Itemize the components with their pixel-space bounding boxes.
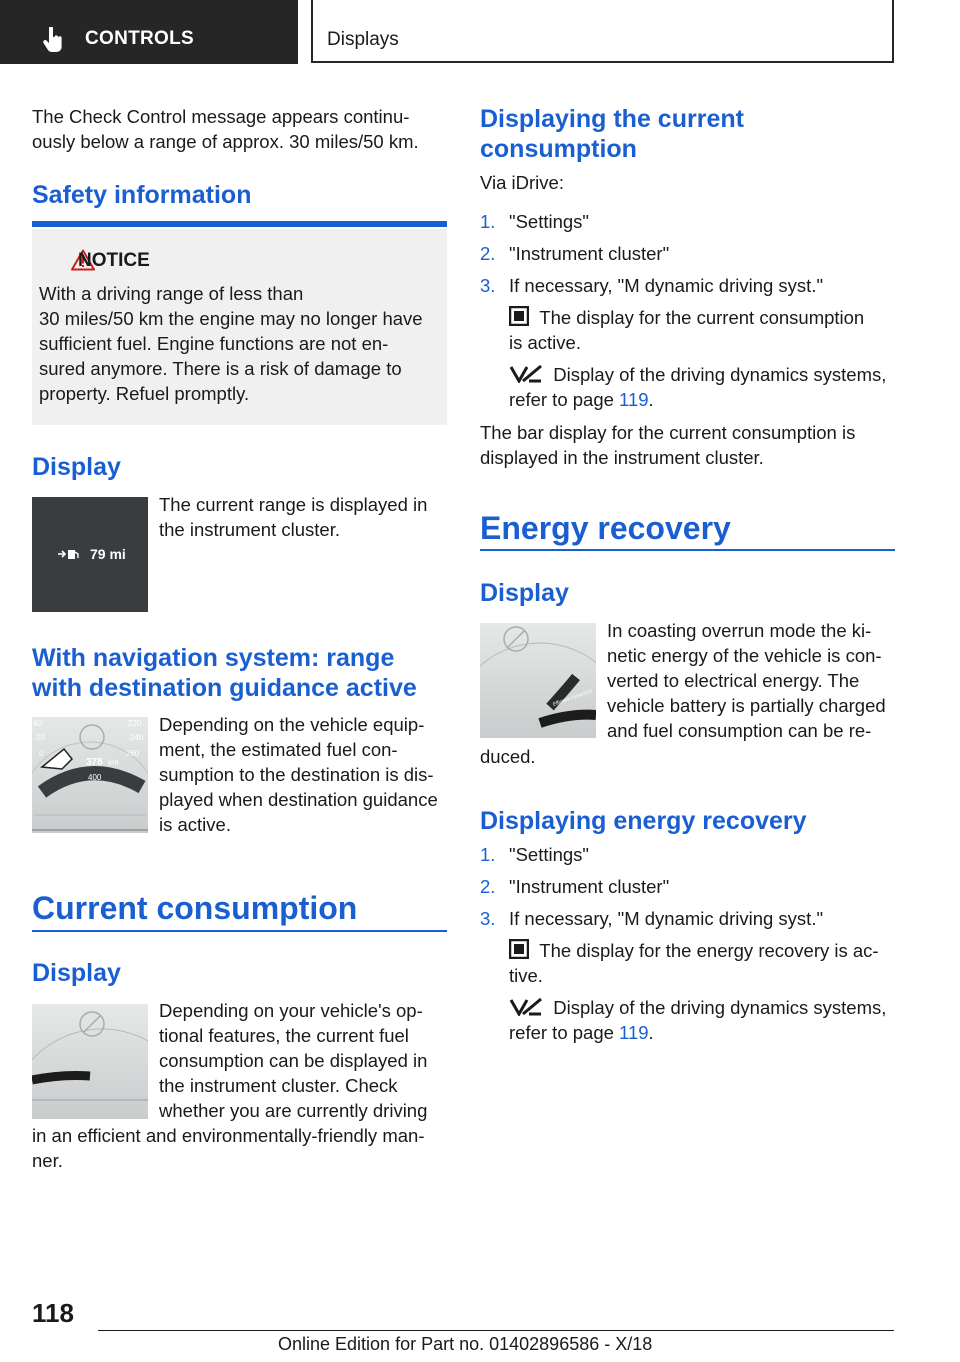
gauge-tick: 240 — [130, 733, 144, 742]
driving-dynamics-icon — [509, 996, 543, 1016]
consumption-heading: Current consumption — [32, 890, 358, 926]
displaying-energy-heading: Displaying energy recovery — [480, 807, 807, 835]
text-line: tional features, the current fuel — [159, 1025, 409, 1046]
text-line: duced. — [480, 746, 536, 767]
intro-text — [32, 104, 452, 154]
checkbox-checked-icon — [509, 306, 529, 326]
hand-pointer-icon — [42, 27, 64, 53]
sub-item-consumption — [509, 305, 899, 355]
text-line: sumption to the destination is dis- — [159, 764, 434, 785]
text-line: With a driving range of less than — [39, 283, 304, 304]
range-display-image — [32, 497, 148, 612]
range-readout: 79 mi — [90, 546, 126, 562]
text-line: verted to electrical energy. The — [607, 670, 860, 691]
text-line: whether you are currently driving — [159, 1100, 428, 1121]
gauge-tick: 20 — [36, 733, 45, 742]
safety-heading: Safety information — [32, 181, 252, 209]
energy-text-wrap — [607, 618, 899, 743]
nav-distance: 378 — [86, 757, 103, 768]
section-tab[interactable] — [0, 0, 298, 64]
step-text[interactable]: If necessary, "M dynamic driving syst." — [509, 275, 824, 296]
gauge-graphic — [480, 623, 596, 738]
text-line: sufficient fuel. Engine functions are not en- — [39, 333, 389, 354]
footer-rule — [98, 1330, 894, 1331]
edition-note: Online Edition for Part no. 01402896586 - X/18 — [278, 1334, 653, 1354]
text-line: The display for the energy recovery is ac- — [539, 940, 879, 961]
gauge-tick: 0 — [39, 749, 44, 758]
text-line: tive. — [509, 965, 543, 986]
heading-rule — [32, 221, 447, 227]
text-line: The bar display for the current consumption is — [480, 422, 856, 443]
step-number: 2. — [480, 243, 496, 264]
page-number: 118 — [32, 1298, 74, 1328]
text-line: Display of the driving dynamics systems, — [553, 997, 887, 1018]
steps-list-2 — [480, 842, 900, 932]
consumption-display-heading: Display — [32, 959, 121, 987]
text-line: the instrument cluster. Check — [159, 1075, 398, 1096]
notice-title: NOTICE — [78, 250, 150, 271]
text-line: property. Refuel promptly. — [39, 383, 250, 404]
text-line: sured anymore. There is a risk of damage to — [39, 358, 402, 379]
text-line: netic energy of the vehicle is con- — [607, 645, 882, 666]
step-text[interactable]: "Settings" — [509, 211, 589, 232]
step-number: 3. — [480, 275, 496, 296]
text-line: Depending on your vehicle's op- — [159, 1000, 423, 1021]
sub-item-driving-dynamics-2: Display of the driving dynamics systems, refer to page 119. — [509, 997, 887, 1043]
energy-recovery-heading: Energy recovery — [480, 510, 731, 546]
consumption-text-tail — [32, 1123, 452, 1173]
via-idrive: Via iDrive: — [480, 172, 564, 193]
text-line: the instrument cluster. — [159, 519, 340, 540]
text-line: 30 miles/50 km the engine may no longer have — [39, 308, 423, 329]
nav-heading — [32, 643, 417, 703]
text-line: The display for the current consumption — [539, 307, 865, 328]
display-text — [159, 492, 449, 542]
efficient-dynamics-label: Efficient Dynamics — [552, 688, 593, 708]
text-line: ment, the estimated fuel con- — [159, 739, 398, 760]
driving-dynamics-icon — [509, 363, 543, 383]
step-number: 2. — [480, 876, 496, 897]
gauge-graphic — [32, 1004, 148, 1119]
text-line: and fuel consumption can be re- — [607, 720, 872, 741]
step-text[interactable]: "Settings" — [509, 844, 589, 865]
steps-list-1 — [480, 209, 900, 299]
text-line: in an efficient and environmentally-friendly man- — [32, 1125, 425, 1146]
step-number: 1. — [480, 844, 496, 865]
gauge-tick: 220 — [128, 719, 142, 728]
sub-item-energy — [509, 938, 899, 988]
fuel-range-icon — [58, 548, 80, 560]
notice-body — [39, 281, 439, 406]
heading-line: With navigation system: range — [32, 644, 395, 672]
display-heading: Display — [32, 453, 121, 481]
checkbox-checked-icon — [509, 939, 529, 959]
text-line: ously below a range of approx. 30 miles/50 km. — [32, 131, 419, 152]
page-link[interactable]: 119 — [619, 389, 649, 410]
bar-display-text — [480, 420, 900, 470]
text-line: is active. — [159, 814, 231, 835]
text-line: The Check Control message appears continu- — [32, 106, 410, 127]
text-line: The current range is displayed in — [159, 494, 428, 515]
text-line: refer to page — [509, 1022, 620, 1043]
text-line: vehicle battery is partially charged — [607, 695, 886, 716]
text-line: refer to page — [509, 389, 620, 410]
notice-box — [32, 229, 447, 425]
text-line: displayed in the instrument cluster. — [480, 447, 764, 468]
heading-line: with destination guidance active — [32, 674, 417, 702]
consumption-text-wrap — [159, 998, 449, 1123]
nav-unit: km — [108, 758, 119, 767]
chapter-tab[interactable] — [311, 0, 894, 63]
heading-line: Displaying the current — [480, 105, 744, 133]
energy-gauge-image — [480, 623, 596, 738]
nav-text — [159, 712, 449, 837]
text-line: In coasting overrun mode the ki- — [607, 620, 872, 641]
step-text[interactable]: "Instrument cluster" — [509, 243, 670, 264]
gauge-tick: 260 — [126, 749, 140, 758]
energy-display-heading: Display — [480, 579, 569, 607]
text-line: played when destination guidance — [159, 789, 438, 810]
step-text[interactable]: If necessary, "M dynamic driving syst." — [509, 908, 824, 929]
page-link[interactable]: 119 — [619, 1022, 649, 1043]
nav-range-gauge-image — [32, 717, 148, 833]
heading-rule — [480, 549, 895, 551]
step-number: 3. — [480, 908, 496, 929]
gauge-tick: 40 — [33, 719, 42, 728]
text-line: Depending on the vehicle equip- — [159, 714, 425, 735]
current-consumption-heading — [480, 104, 744, 164]
text-line: ner. — [32, 1150, 63, 1171]
heading-rule — [32, 930, 447, 932]
text-line: Display of the driving dynamics systems, — [553, 364, 887, 385]
consumption-gauge-image — [32, 1004, 148, 1119]
text-line: is active. — [509, 332, 581, 353]
sub-item-driving-dynamics: Display of the driving dynamics systems, refer to page 119. — [509, 364, 887, 410]
chapter-label: Displays — [327, 29, 399, 50]
step-number: 1. — [480, 211, 496, 232]
step-text[interactable]: "Instrument cluster" — [509, 876, 670, 897]
section-label: CONTROLS — [85, 28, 195, 49]
gauge-tick: 400 — [88, 773, 102, 782]
text-line: consumption can be displayed in — [159, 1050, 428, 1071]
heading-line: consumption — [480, 135, 637, 163]
